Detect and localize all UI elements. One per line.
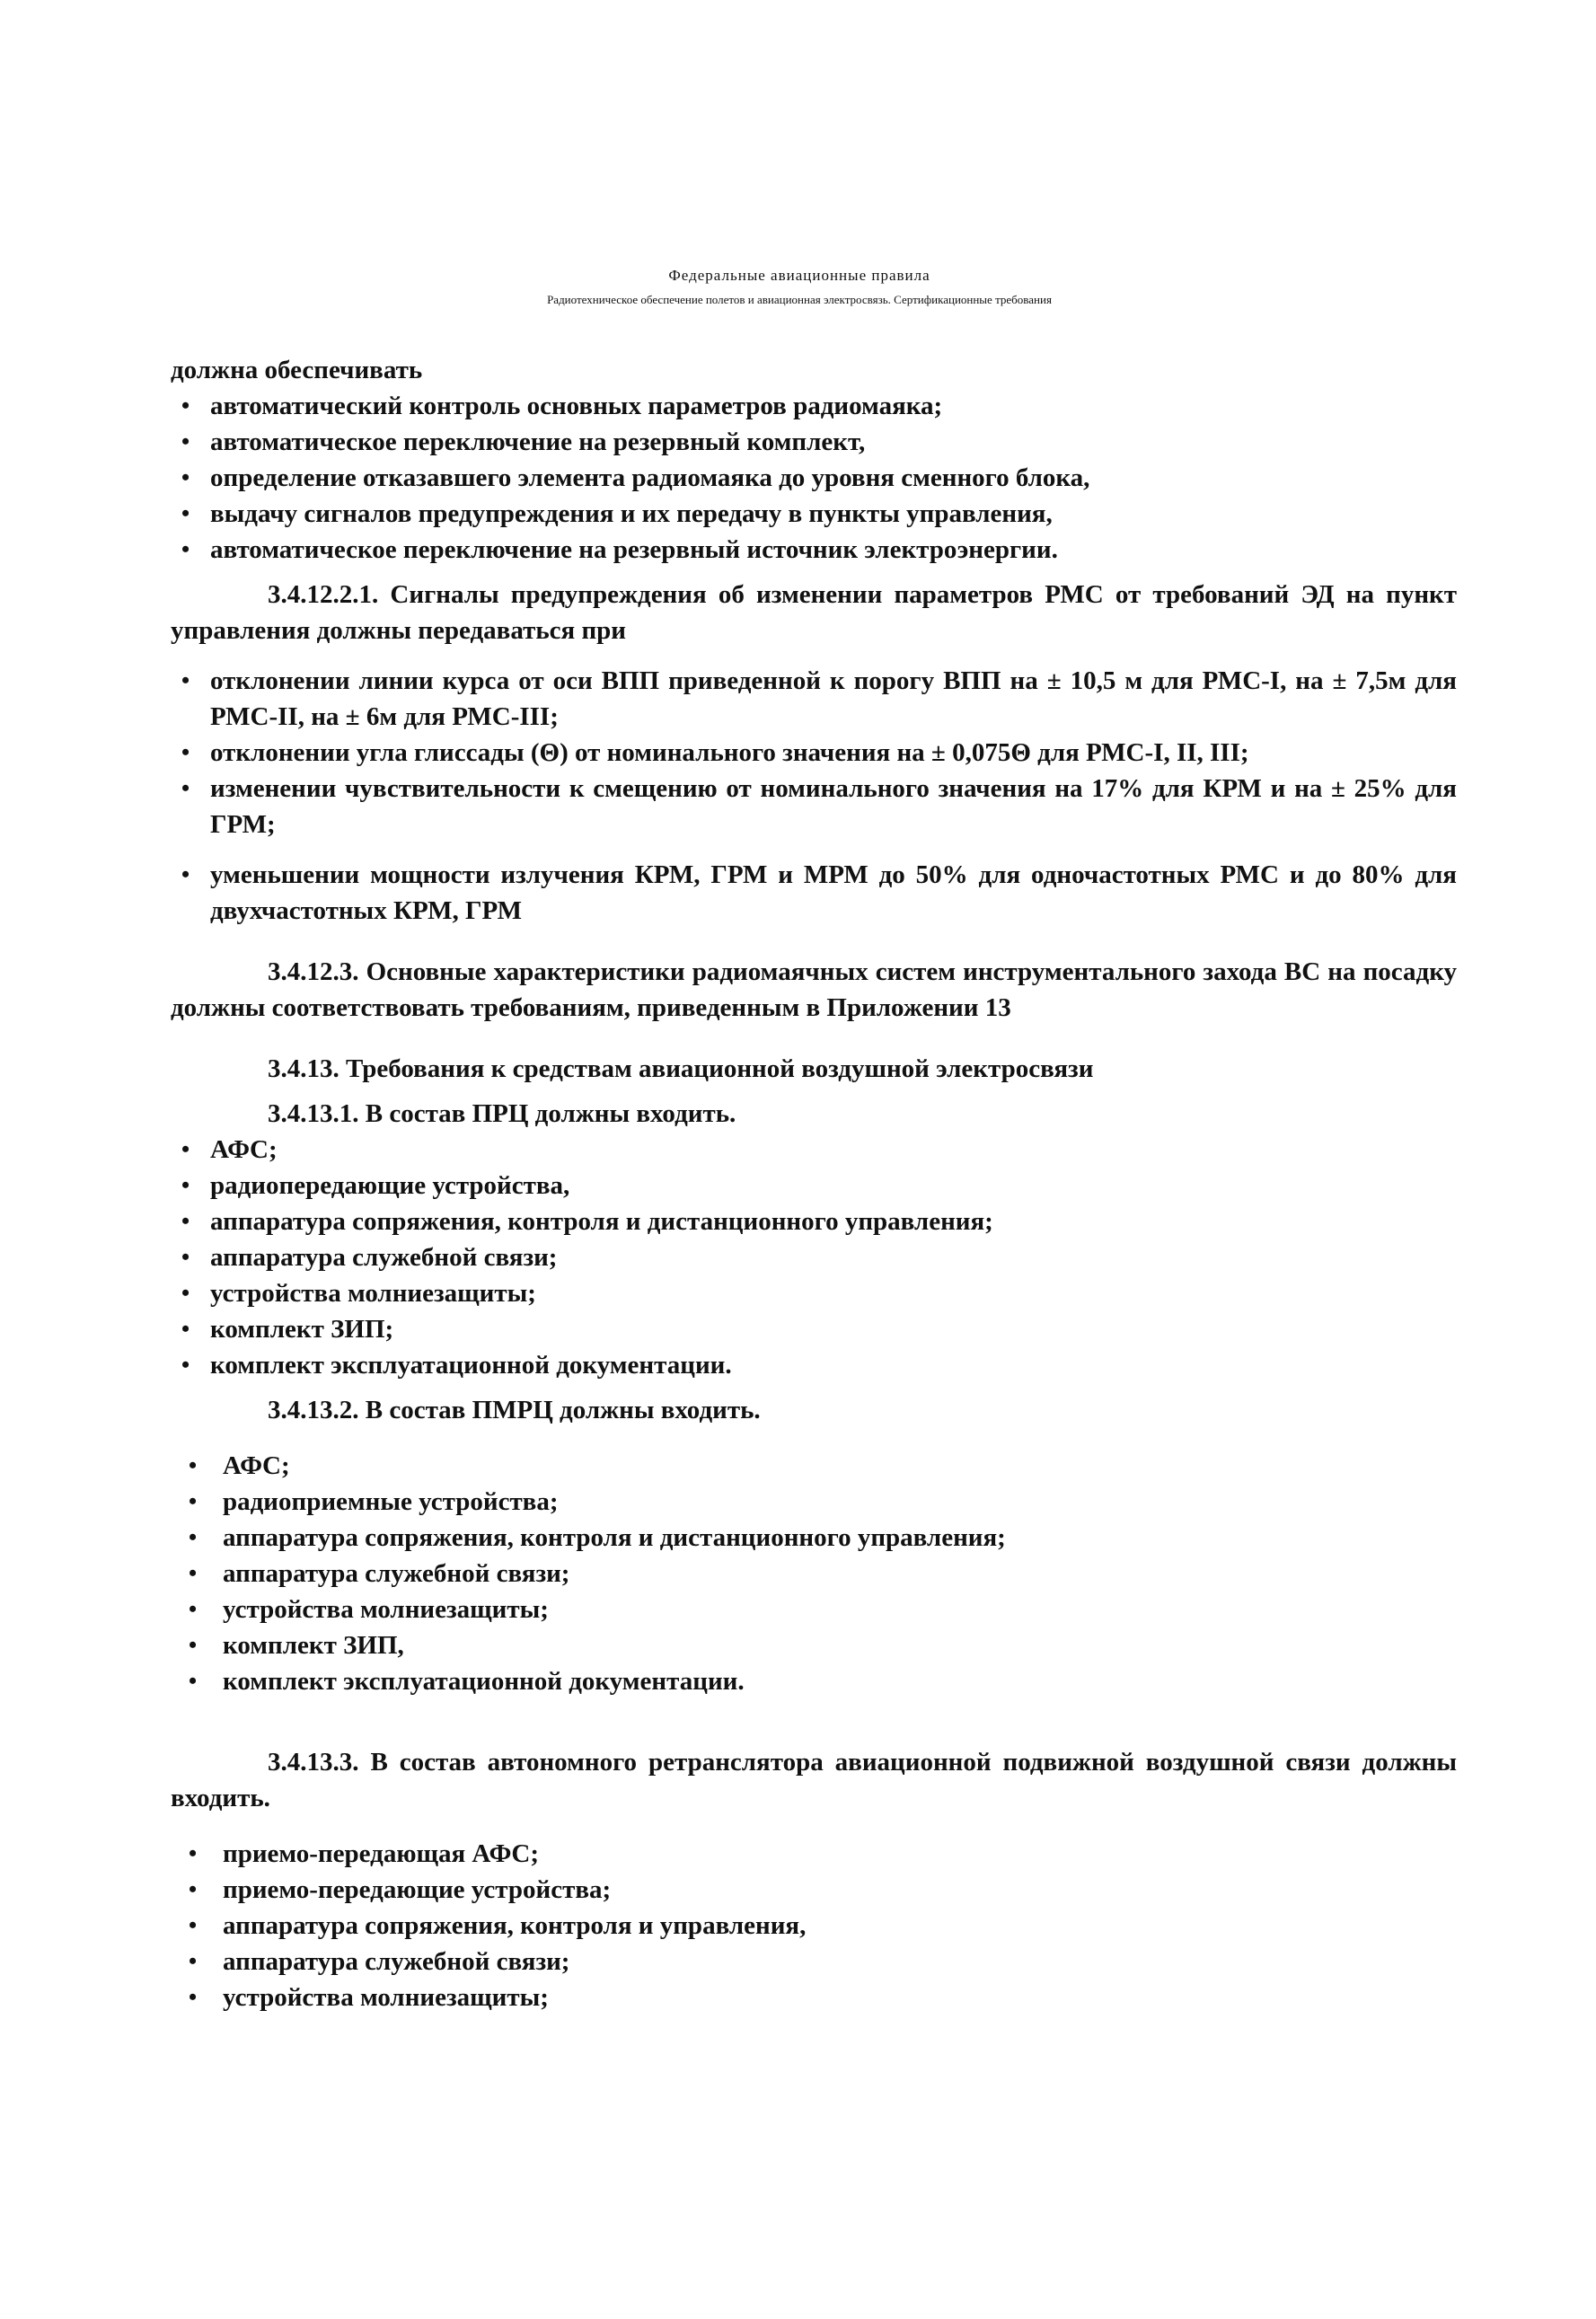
list-item: • устройства молниезащиты; <box>171 1275 1457 1311</box>
header-subtitle: Радиотехническое обеспечение полетов и авиационная электросвязь. Сертификационные требования <box>547 293 1052 306</box>
list-item: • аппаратура служебной связи; <box>171 1944 1457 1980</box>
list-item: • автоматический контроль основных параметров радиомаяка; <box>171 388 1457 424</box>
list-item: • устройства молниезащиты; <box>171 1592 1457 1627</box>
list-item: • изменении чувствительности к смещению от номинального значения на 17% для КРМ и на ± 25% для ГРМ; <box>171 771 1457 842</box>
list-item: • комплект эксплуатационной документации. <box>171 1347 1457 1383</box>
list-item: • выдачу сигналов предупреждения и их передачу в пункты управления, <box>171 496 1457 532</box>
list-item: • уменьшении мощности излучения КРМ, ГРМ и МРМ до 50% для одночастотных РМС и до 80% для двухчастотных КРМ, ГРМ <box>171 857 1457 929</box>
intro-line: должна обеспечивать <box>171 356 423 384</box>
list-item: • определение отказавшего элемента радиомаяка до уровня сменного блока, <box>171 460 1457 496</box>
paragraph-3-4-13-2: 3.4.13.2. В состав ПМРЦ должны входить. <box>268 1396 761 1424</box>
pmrc-composition-list <box>171 1448 1457 1699</box>
list-item: • автоматическое переключение на резервный источник электроэнергии. <box>171 532 1457 568</box>
running-header <box>171 266 1428 309</box>
paragraph-3-4-13-1: 3.4.13.1. В состав ПРЦ должны входить. <box>268 1099 736 1128</box>
list-item: • радиопередающие устройства, <box>171 1168 1457 1204</box>
section-heading-3-4-13: 3.4.13. Требования к средствам авиационной воздушной электросвязи <box>268 1054 1094 1083</box>
list-item: • АФС; <box>171 1132 1457 1168</box>
list-item: • аппаратура сопряжения, контроля и дистанционного управления; <box>171 1520 1457 1556</box>
list-item: • комплект ЗИП; <box>171 1311 1457 1347</box>
list-item: • комплект ЗИП, <box>171 1627 1457 1663</box>
list-item: • АФС; <box>171 1448 1457 1484</box>
paragraph-3-4-12-2-1: 3.4.12.2.1. Сигналы предупреждения об изменении параметров РМС от требований ЭД на пункт управления должны передаваться при <box>171 580 1457 645</box>
list-item: • приемо-передающие устройства; <box>171 1872 1457 1908</box>
paragraph-3-4-12-3: 3.4.12.3. Основные характеристики радиомаячных систем инструментального захода ВС на посадку должны соответствовать требованиям, приведенным в Приложении 13 <box>171 957 1457 1022</box>
paragraph-3-4-13-3: 3.4.13.3. В состав автономного ретранслятора авиационной подвижной воздушной связи должны входить. <box>171 1748 1457 1812</box>
header-title: Федеральные авиационные правила <box>668 267 930 284</box>
list-item: • отклонении линии курса от оси ВПП приведенной к порогу ВПП на ± 10,5 м для РМС-I, на ± 7,5м для РМС-II, на ± 6м для РМС-III; <box>171 663 1457 735</box>
list-item: • комплект эксплуатационной документации. <box>171 1663 1457 1699</box>
list-item: • радиоприемные устройства; <box>171 1484 1457 1520</box>
prc-composition-list <box>171 1132 1457 1383</box>
list-item: • отклонении угла глиссады (Θ) от номинального значения на ± 0,075Θ для РМС-I, II, III; <box>171 735 1457 771</box>
list-item: • приемо-передающая АФС; <box>171 1836 1457 1872</box>
document-body <box>171 352 1457 2015</box>
list-item: • аппаратура служебной связи; <box>171 1556 1457 1592</box>
warning-conditions-list <box>171 663 1457 929</box>
list-item: • автоматическое переключение на резервный комплект, <box>171 424 1457 460</box>
list-item: • аппаратура сопряжения, контроля и управления, <box>171 1908 1457 1944</box>
list-item: • устройства молниезащиты; <box>171 1980 1457 2015</box>
repeater-composition-list <box>171 1836 1457 2015</box>
list-item: • аппаратура служебной связи; <box>171 1239 1457 1275</box>
list-item: • аппаратура сопряжения, контроля и дистанционного управления; <box>171 1204 1457 1239</box>
monitoring-list <box>171 388 1457 568</box>
